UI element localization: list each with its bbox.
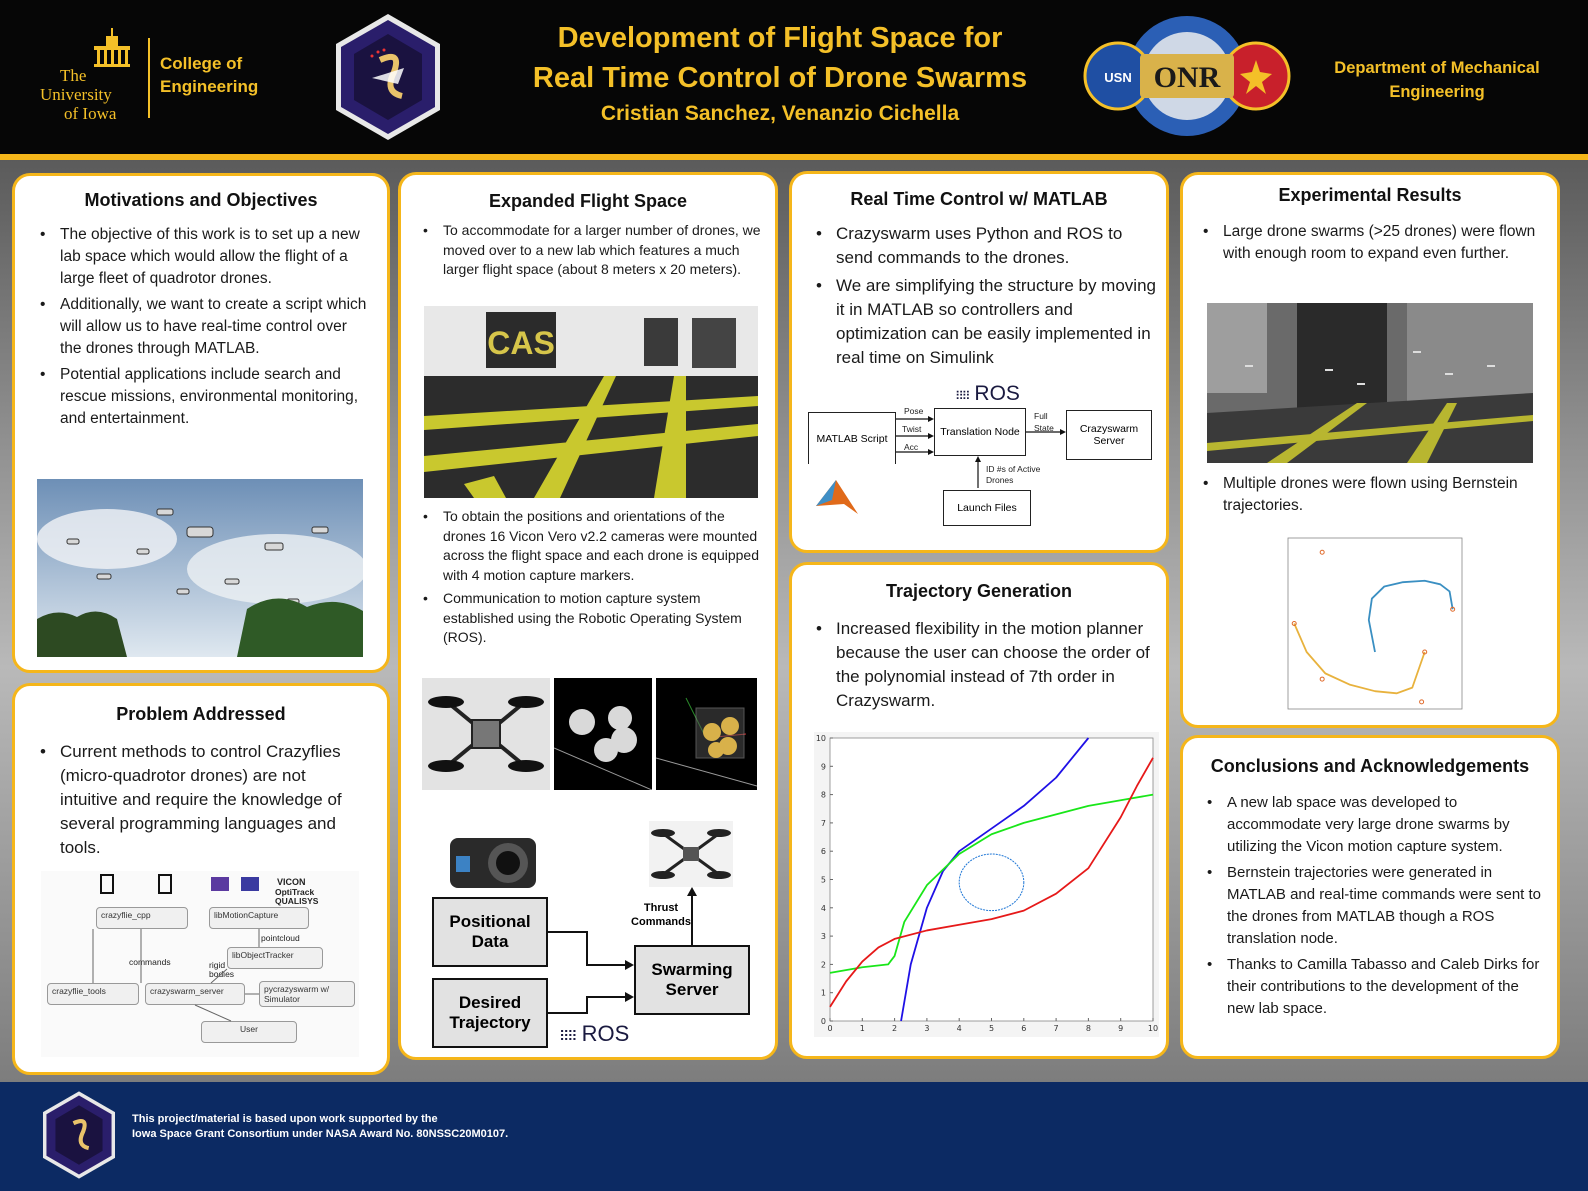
- trajectory-bullets: [814, 617, 1159, 717]
- y-tick-label: 0: [820, 1017, 826, 1026]
- label-twist: Twist: [902, 424, 922, 434]
- poster-authors: Cristian Sanchez, Venanzio Cichella: [600, 102, 960, 125]
- section-title-trajectory: Trajectory Generation: [885, 581, 1073, 601]
- y-tick-label: 8: [820, 790, 826, 800]
- bullet: • Multiple drones were flown using Bernstein trajectories.: [1201, 473, 1546, 517]
- label-rigid-bodies: rigid bodies: [209, 960, 235, 979]
- x-tick-label: 8: [1085, 1024, 1091, 1033]
- panel-problem: [12, 683, 390, 1075]
- matlab-logo: [816, 480, 858, 514]
- x-tick-label: 9: [1118, 1024, 1124, 1033]
- x-tick-label: 10: [1147, 1024, 1159, 1033]
- bullet: • Current methods to control Crazyflies (micro-quadrotor drones) are not intuitive and require the knowledge of several programming languages and tools.: [38, 740, 368, 860]
- node-libmotioncapture: libMotionCapture: [209, 907, 309, 929]
- title-line-1: Development of Flight Space for: [557, 22, 1003, 54]
- drone-swarm-photo: [37, 479, 363, 657]
- x-tick-label: 1: [859, 1024, 865, 1033]
- x-tick-label: 3: [924, 1024, 930, 1033]
- funding-acknowledgement: [132, 1112, 508, 1142]
- section-title-problem: Problem Addressed: [116, 704, 286, 724]
- label-commands: commands: [129, 957, 171, 967]
- nasa-space-grant-seal: [332, 12, 444, 142]
- node-crazyswarm-server: crazyswarm_server: [145, 983, 245, 1005]
- college-name: College of Engineering: [160, 54, 259, 96]
- bullet: • Communication to motion capture system established using the Robotic Operating System (ROS).: [421, 589, 766, 648]
- node-crazyflie-tools: crazyflie_tools: [47, 983, 139, 1005]
- x-tick-label: 7: [1053, 1024, 1059, 1033]
- section-title-expanded: Expanded Flight Space: [488, 191, 688, 211]
- bullet: • Increased flexibility in the motion planner because the user can choose the order of the polynomial instead of 7th order in Crazyswarm.: [814, 617, 1159, 713]
- wordmark-divider: [148, 38, 150, 118]
- label-pose: Pose: [904, 406, 924, 416]
- bullet: • Thanks to Camilla Tabasso and Caleb Dirks for their contributions to the development of the new lab space.: [1205, 954, 1550, 1020]
- section-title-realtime: Real Time Control w/ MATLAB: [850, 189, 1108, 209]
- y-tick-label: 6: [820, 847, 826, 857]
- node-launch-files: Launch Files: [943, 490, 1031, 526]
- ros-label: ROS: [974, 382, 1020, 405]
- bullet: • Crazyswarm uses Python and ROS to send commands to the drones.: [814, 222, 1159, 270]
- node-crazyflie-cpp: crazyflie_cpp: [96, 907, 188, 929]
- panel-expanded: [398, 172, 778, 1060]
- node-user: User: [201, 1021, 297, 1043]
- flow-arrows: [401, 175, 778, 1060]
- bullet: • Potential applications include search and rescue missions, environmental monitoring, and entertainment.: [38, 364, 368, 430]
- flow-swarming-server: Swarming Server: [634, 945, 750, 1015]
- x-tick-label: 0: [827, 1024, 833, 1033]
- y-tick-label: 3: [820, 932, 826, 942]
- y-tick-label: 1: [820, 988, 826, 998]
- section-title-conclusions: Conclusions and Acknowledgements: [1210, 756, 1530, 776]
- y-tick-label: 2: [820, 960, 826, 970]
- label-active-drones: ID #s of Active Drones: [986, 464, 1041, 485]
- bullet: • Large drone swarms (>25 drones) were flown with enough room to expand even further.: [1201, 221, 1546, 265]
- university-wordmark: [40, 66, 140, 123]
- panel-experimental: [1180, 172, 1560, 728]
- flow-positional-data: Positional Data: [432, 897, 548, 967]
- poster-title: [470, 18, 1090, 98]
- swarm-flight-photo: [1207, 303, 1533, 463]
- nasa-space-grant-seal-footer: [40, 1090, 118, 1180]
- y-tick-label: 5: [820, 875, 826, 885]
- node-libobjecttracker: libObjectTracker: [227, 947, 323, 969]
- problem-bullets: [38, 740, 368, 864]
- lab-sign: CAS: [487, 325, 555, 361]
- x-tick-label: 6: [1021, 1024, 1027, 1033]
- motivations-bullets: [38, 224, 368, 434]
- university-line-2: University: [40, 85, 112, 104]
- panel-realtime: [789, 171, 1169, 553]
- old-capitol-logo: [40, 28, 140, 68]
- ros-label: ROS: [581, 1021, 630, 1046]
- label-vicon: VICON: [277, 877, 306, 887]
- bullet: • Additionally, we want to create a script which will allow us to have real-time control over the drones through MATLAB.: [38, 294, 368, 360]
- panel-conclusions: [1180, 735, 1560, 1059]
- onr-letters: ONR: [1153, 61, 1221, 94]
- y-tick-label: 9: [820, 762, 826, 772]
- section-title-experimental: Experimental Results: [1278, 185, 1462, 205]
- plot-area: [1288, 538, 1462, 709]
- funding-line-2: Iowa Space Grant Consortium under NASA Award No. 80NSSC20M0107.: [132, 1128, 509, 1140]
- node-crazyswarm-server: Crazyswarm Server: [1066, 410, 1152, 460]
- x-tick-label: 2: [892, 1024, 898, 1033]
- title-line-2: Real Time Control of Drone Swarms: [532, 62, 1028, 94]
- bernstein-trajectory-chart: [1278, 532, 1468, 717]
- node-pycrazyswarm: pycrazyswarm w/ Simulator: [259, 981, 355, 1007]
- label-qualisys: QUALISYS: [275, 896, 319, 906]
- flow-desired-trajectory: Desired Trajectory: [432, 978, 548, 1048]
- y-tick-label: 10: [815, 734, 826, 743]
- panel-trajectory: [789, 562, 1169, 1059]
- conclusions-bullets: [1205, 792, 1550, 1024]
- node-matlab-script: MATLAB Script: [808, 412, 896, 464]
- plot-area: [830, 738, 1153, 1021]
- realtime-arrows: [792, 174, 1169, 553]
- node-translation: Translation Node: [934, 408, 1026, 456]
- bullet: • The objective of this work is to set up a new lab space which would allow the flight of a large fleet of quadrotor drones.: [38, 224, 368, 290]
- label-full-state: Full State: [1034, 411, 1054, 433]
- section-title-motivations: Motivations and Objectives: [84, 190, 318, 210]
- label-acc: Acc: [904, 442, 919, 452]
- funding-line-1: This project/material is based upon work supported by the: [132, 1113, 438, 1125]
- panel-motivations: [12, 173, 390, 673]
- university-line-3: of Iowa: [64, 104, 117, 123]
- department-name: Department of Mechanical Engineering: [1334, 59, 1540, 101]
- y-tick-label: 7: [820, 818, 826, 828]
- flow-thrust-commands-label: Thrust Commands: [631, 902, 691, 928]
- experimental-bullets-bottom: [1201, 473, 1546, 521]
- x-tick-label: 5: [988, 1024, 995, 1033]
- bullet: • To obtain the positions and orientations of the drones 16 Vicon Vero v2.2 cameras were mounted across the flight space and each drone is equipped with 4 motion capture markers.: [421, 507, 766, 585]
- experimental-bullets-top: [1201, 221, 1546, 269]
- ros-dots-icon: ⠿⠿: [955, 389, 969, 403]
- bullet: • We are simplifying the structure by moving it in MATLAB so controllers and optimization can be easily implemented in real time on Simulink: [814, 274, 1159, 370]
- diagram-arrows: [41, 871, 359, 1057]
- usn-letters: USN: [1104, 70, 1132, 85]
- label-pointcloud: pointcloud: [261, 933, 300, 943]
- university-line-1: The: [60, 66, 87, 85]
- crazyswarm-architecture-diagram: [41, 871, 359, 1057]
- bullet: • A new lab space was developed to accommodate very large drone swarms by utilizing the Vicon motion capture system.: [1205, 792, 1550, 858]
- y-tick-label: 4: [820, 903, 826, 913]
- bullet: • Bernstein trajectories were generated in MATLAB and real-time commands were sent to the drones from MATLAB though a ROS translation node.: [1205, 862, 1550, 950]
- onr-seal: [1082, 14, 1292, 138]
- ros-dots-icon: ⠿⠿: [559, 1028, 576, 1044]
- label-optitrack: OptiTrack: [275, 887, 315, 897]
- bullet: • To accommodate for a larger number of drones, we moved over to a new lab which features a much larger flight space (about 8 meters x 20 meters).: [421, 221, 766, 280]
- x-tick-label: 4: [956, 1024, 962, 1033]
- trajectory-chart: [814, 732, 1159, 1037]
